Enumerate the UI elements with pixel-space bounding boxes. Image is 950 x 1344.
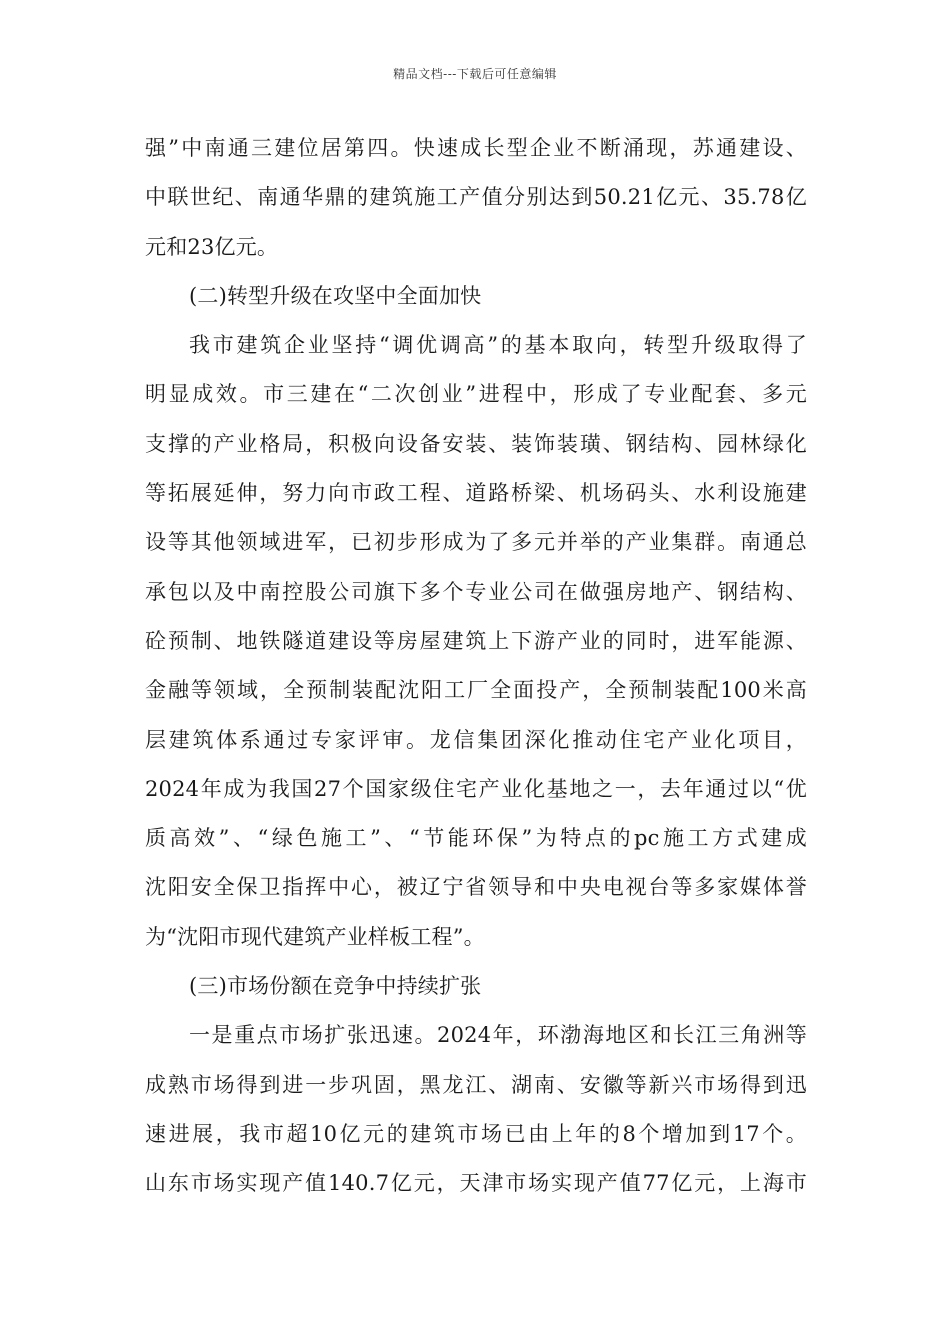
text-line: 沈阳安全保卫指挥中心，被辽宁省领导和中央电视台等多家媒体誉 <box>145 875 807 900</box>
text-line: 一是重点市场扩张迅速。2024年，环渤海地区和长江三角洲等 <box>189 1023 807 1048</box>
text-line: 承包以及中南控股公司旗下多个专业公司在做强房地产、钢结构、 <box>145 579 807 604</box>
text-line: 速进展，我市超10亿元的建筑市场已由上年的8个增加到17个。 <box>145 1121 807 1146</box>
text-line: 金融等领域，全预制装配沈阳工厂全面投产，全预制装配100米高 <box>145 678 807 703</box>
text-line: 砼预制、地铁隧道建设等房屋建筑上下游产业的同时，进军能源、 <box>145 628 807 653</box>
text-line: 支撑的产业格局，积极向设备安装、装饰装璜、钢结构、园林绿化 <box>145 431 807 456</box>
text-line: 山东市场实现产值140.7亿元，天津市场实现产值77亿元，上海市 <box>145 1171 807 1196</box>
text-line: (三)市场份额在竞争中持续扩张 <box>189 974 482 999</box>
text-line: 为“沈阳市现代建筑产业样板工程”。 <box>145 924 485 949</box>
text-line: 元和23亿元。 <box>145 234 279 259</box>
text-line: 成熟市场得到进一步巩固，黑龙江、湖南、安徽等新兴市场得到迅 <box>145 1072 807 1097</box>
text-line: 质高效”、“绿色施工”、“节能环保”为特点的pc施工方式建成 <box>145 826 807 851</box>
text-line: (二)转型升级在攻坚中全面加快 <box>189 283 482 308</box>
text-line: 设等其他领域进军，已初步形成为了多元并举的产业集群。南通总 <box>145 530 807 555</box>
body-text <box>145 124 807 1209</box>
text-line: 2024年成为我国27个国家级住宅产业化基地之一，去年通过以“优 <box>145 776 807 801</box>
text-line: 明显成效。市三建在“二次创业”进程中，形成了专业配套、多元 <box>145 382 807 407</box>
text-line: 等拓展延伸，努力向市政工程、道路桥梁、机场码头、水利设施建 <box>145 481 807 506</box>
text-line: 强”中南通三建位居第四。快速成长型企业不断涌现，苏通建设、 <box>145 136 807 160</box>
text-line: 我市建筑企业坚持“调优调高”的基本取向，转型升级取得了 <box>189 333 807 358</box>
page-header: 精品文档---下载后可任意编辑 <box>393 67 557 81</box>
text-line: 中联世纪、南通华鼎的建筑施工产值分别达到50.21亿元、35.78亿 <box>145 185 807 210</box>
text-line: 层建筑体系通过专家评审。龙信集团深化推动住宅产业化项目， <box>145 727 807 752</box>
